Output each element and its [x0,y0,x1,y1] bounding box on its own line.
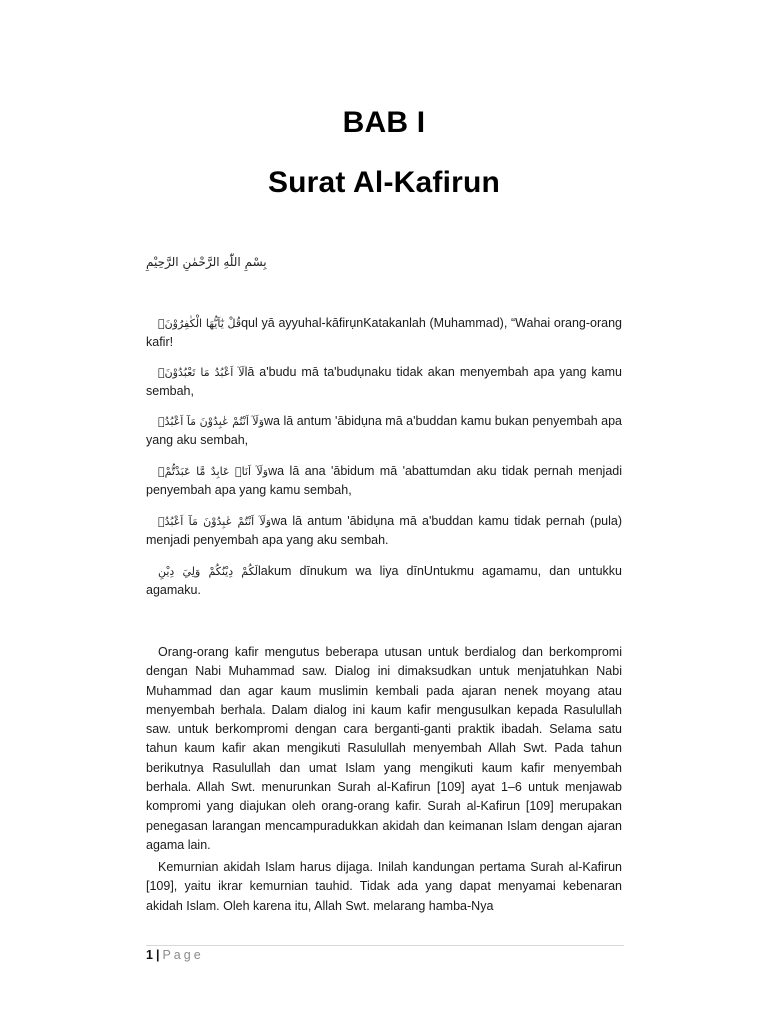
verse-latin: qul yā ayyuhal-kāfirụn [241,316,364,330]
verse-latin: lakum dīnukum wa liya dīn [258,564,424,578]
basmalah: بِسْمِ اللّٰهِ الرَّحْمٰنِ الرَّحِيْمِ [146,255,267,269]
page-label: Page [162,948,204,962]
verse-4 [146,462,622,500]
surah-title: Surat Al-Kafirun [267,166,501,199]
verse-3 [146,412,622,450]
verse-arabic: وَلَآ اَنْتُمْ عٰبِدُوْنَ مَآ اَعْبُدُۚ [158,415,265,428]
verse-arabic: وَلَآ اَنَا۠ عَابِدٌ مَّا عَبَدْتُّمْۙ [158,465,269,478]
verse-latin: wa lā antum 'ābidụna mā a'bud [264,414,437,428]
verse-translation: dan kamu tidak pernah (pula) menjadi penyembah apa yang aku sembah. [146,514,622,547]
body-paragraph-2: Kemurnian akidah Islam harus dijaga. Inilah kandungan pertama Surah al-Kafirun [109], yaitu ikrar kemurnian tauhid. Tidak ada yang dapat menyamai kebenaran akidah Islam. Oleh karena itu, Allah Swt. melarang hamba-Nya [146,860,622,913]
verse-translation: Katakanlah (Muhammad), “Wahai orang-orang kafir! [146,316,622,349]
verse-6 [146,562,622,600]
verse-latin: lā a'budu mā ta'budụna [244,365,379,379]
verse-translation: dan aku tidak pernah menjadi penyembah apa yang kamu sembah, [146,464,622,497]
verse-translation: ku tidak akan menyembah apa yang kamu sembah, [146,365,622,398]
footer-separator: | [155,948,160,962]
verse-arabic: لَآ اَعْبُدُ مَا تَعْبُدُوْنَۙ [158,366,245,379]
body-paragraph-1: Orang-orang kafir mengutus beberapa utusan untuk berdialog dan berkompromi dengan Nabi Muhammad saw. Dialog ini dimaksudkan untuk menjatuhkan Nabi Muhammad dan agar kaum muslimin kembali pada ajaran nenek moyang atau menyembah berhala. Dalam dialog ini kaum kafir mengusulkan kepada Rasulullah saw. untuk berkompromi dengan cara berganti-ganti praktik ibadah. Selama satu tahun kaum kafir akan mengikuti Rasulullah menyembah Allah Swt. Pada tahun berikutnya Rasulullah dan umat Islam yang mengikuti kaum kafir menyembah berhala. Allah Swt. menurunkan Surah al-Kafirun [109] ayat 1–6 untuk menjawab kompromi yang diajukan oleh orang-orang kafir. Surah al-Kafirun [109] merupakan penegasan larangan mencampuradukkan akidah dan keimanan Islam dengan ajaran agama lain. [146,645,622,852]
verse-5 [146,512,622,550]
verse-translation: Untukmu agamamu, dan untukku agamaku. [146,564,622,597]
footer-divider [146,945,624,946]
page-footer [146,948,204,962]
chapter-heading: BAB I [342,106,426,139]
verse-arabic: وَلَآ اَنْتُمْ عٰبِدُوْنَ مَآ اَعْبُدُۗ [158,515,272,528]
verse-translation: dan kamu bukan penyembah apa yang aku sembah, [146,414,622,447]
verse-arabic: قُلْ يٰٓاَيُّهَا الْكٰفِرُوْنَۙ [158,317,242,330]
verse-arabic: لَكُمْ دِيْنُكُمْ وَلِيَ دِيْنِ [158,565,259,578]
page-number: 1 [146,948,153,962]
verse-1 [146,314,622,352]
verse-latin: wa lā antum 'ābidụna mā a'bud [271,514,453,528]
verse-latin: wa lā ana 'ābidum mā 'abattum [268,464,451,478]
verse-2 [146,363,622,401]
